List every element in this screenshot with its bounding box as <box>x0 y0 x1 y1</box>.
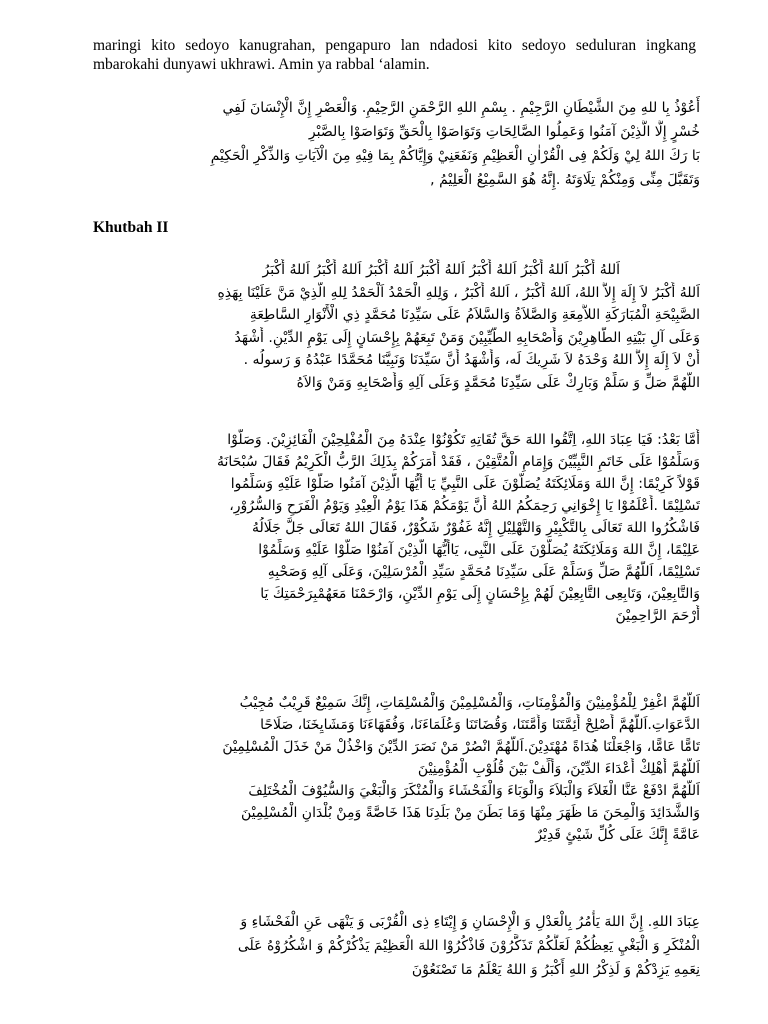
amma-bad-paragraph <box>88 429 700 627</box>
final-line: نِعَمِهِ يَزِدْكُمْ وَ لَذِكْرُ اللهِ أَكْبَرُ وَ اللهُ يَعْلَمُ مَا تَصْنَعُوْنَ <box>411 962 700 978</box>
intro-paragraph: maringi kito sedoyo kanugrahan, pengapuro lan ndadosi kito sedoyo seduluran ingkang mbarokahi dunyawi ukhrawi. Amin ya rabbal ‘alamin. <box>93 37 696 73</box>
doa-paragraph <box>88 692 700 846</box>
final-paragraph <box>88 910 700 982</box>
amma-bad-line: تَسْلِيْمًا، اَللَّهُمَّ صَلِّ وَسَلِّمْ عَلَى سَيِّدِنَا مُحَمَّدٍ سَيِّدِ الْمُرْسَلِيْنَ، وَعَلَى آلِهِ وَصَحْبِهِ <box>267 564 700 580</box>
doa-line: تَامًّا عَامًّا، وَاجْعَلْنَا هُدَاةً مُهْتَدِيْنَ.اَللَّهُمَّ انْصُرْ مَنْ نَصَرَ الدِّيْنَ وَاخْذُلْ مَنْ خَذَلَ الْمُسْلِمِيْنَ <box>222 739 700 755</box>
amma-bad-line: تَسْلِيْمًا .أَعْلَمُوْا يَا إِخْوَانِي رَحِمَكُمُ اللهُ أَنَّ يَوْمَكُمْ هَذَا يَوْمُ الْعِيْدِ وَيَوْمُ الْفَرَحِ وَالسُّرُوْرِ، <box>229 498 700 514</box>
khutbah-opening-paragraph <box>88 259 700 394</box>
opening-line: اَللهُ أَكْبَرُ لاَ إِلَهَ إِلاَّ اللهُ، اَللهُ أَكْبَرُ ، اَللهُ أَكْبَرُ ، وَلِلهِ الْحَمْدُ اَلْحَمْدُ لِلهِ الَّذِيْ مَنَّ عَلَيْنَا بِهَذِهِ <box>217 284 700 301</box>
amma-bad-line: وَسَلِّمُوْا عَلَى خَاتَمِ النَّبِيِّيْنَ وَإِمَامِ الْمُتَّقِيْنَ ، فَقَدْ أَمَرَكُمْ بِذَلِكَ الرَّبُّ الْكَرِيْمُ فَقَالَ سُبْحَانَهُ <box>216 454 700 470</box>
doa-line: عَامَّةً إِنَّكَ عَلَى كُلِّ شَيْئٍ قَدِيْرٌ <box>535 827 700 843</box>
doa-line: الدَّعَوَاتِ.اَللَّهُمَّ أَصْلِحْ أَئِمَّتَنَا وَأُمَّتَنَا، وَقُضَاتَنَا وَعُلَمَاءَنَا، وَفُقَهَاءَنَا وَمَشَايِخَنَا، صَلَاحًا <box>260 717 700 733</box>
amma-bad-line: أَرْحَمَ الرَّاحِمِيْنَ <box>615 608 700 624</box>
final-line: عِبَادَ اللهِ. إِنَّ اللهَ يَأْمُرُ بِالْعَدْلِ وَ الْإِحْسَانِ وَ إِيْتَاءِ ذِى الْقُرْبَى وَ يَنْهَى عَنِ الْفَحْشَاءِ وَ <box>240 914 700 930</box>
opening-line: أَنْ لاَ إِلَهَ إِلاَّ اللهُ وَحْدَهُ لاَ شَرِيكَ لَه، وَأَشْهَدُ أَنَّ سَيِّدَنَا وَنَبِيَّنَا مُحَمَّدًا عَبْدُهُ وَ رَسولُه . <box>243 352 700 368</box>
amma-bad-line: قَوْلاً كَرِيْمًا: إِنَّ اللهَ وَمَلَائِكَتَهُ يُصَلُّوْنَ عَلَى النَّبِيِّ يَا أَيُّهَا الَّذِيْنَ آمَنُوا صَلُّوْا عَلَيْهِ وَسَلِّمُوا <box>230 476 700 492</box>
section-heading: Khutbah II <box>93 219 169 236</box>
opening-line: وَعَلَى آلِ بَيْتِهِ الطَّاهِرِيْنَ وَأَصْحَابِهِ الطَّيِّبِيْنَ وَمَنْ تَبِعَهُمْ بِإِحْسَانٍ إِلَى يَوْمِ الدِّيْنِ. أَشْهَدُ <box>234 329 700 346</box>
doa-line: اَللَّهُمَّ ادْفَعْ عَنَّا الْغَلاَءَ وَالْبَلاَءَ وَالْوَبَاءَ وَالْفَحْشَاءَ وَالْمُنْكَرَ وَالْبَغْيَ وَالسُّيُوْفَ الْمُخْتَلِفَ <box>248 783 700 799</box>
closing-prayer-line: وَتَقَبَّلَ مِنِّى وَمِنْكُمْ تِلَاوَتَهُ .إِنَّهُ هُوَ السَّمِيْعُ الْعَلِيْمُ , <box>430 172 700 188</box>
doa-line: وَالشَّدَائِدَ وَالْمِحَنَ مَا ظَهَرَ مِنْهَا وَمَا بَطَنَ مِنْ بَلَدِنَا هَذَا خَاصَّةً وَمِنْ بُلْدَانِ الْمُسْلِمِيْنَ <box>241 805 700 821</box>
amma-bad-line: فَاشْكُرُوا اللهَ تَعَالَى بِالتَّكْبِيْرِ وَالتَّهْلِيْلِ إِنَّهُ غَفُوْرٌ شَكُوْرٌ، فَقَالَ اللهُ تَعَالَى جَلَّ جَلَالُهُ <box>251 520 700 536</box>
amma-bad-line: وَالتَّابِعِيْنَ، وَتَابِعِى التَّابِعِيْنَ لَهُمْ بِإِحْسَانٍ إِلَى يَوْمِ الدِّيْنِ، وَارْحَمْنَا مَعَهُمْبِرَحْمَتِكَ يَا <box>260 586 700 602</box>
closing-prayer-line: خُسْرٍ إِلَّا الَّذِيْنَ آمَنُوا وَعَمِلُوا الصَّالِحَاتِ وَتَوَاصَوْا بِالْحَقِّ وَتَوَاصَوْا بِالصَّبْرِ <box>308 124 700 140</box>
opening-line: الصَّبِيْحَةِ الْمُبَارَكَةِ اللاَّمِعَةِ وَالصَّلاَةُ وَالسَّلاَمُ عَلَى سَيِّدِنَا مُحَمَّدٍ ذِي الْأَنْوَارِ السَّاطِعَةِ <box>249 307 700 323</box>
amma-bad-line: أَمَّا بَعْدُ: فَيَا عِبَادَ اللهِ، اِتَّقُوا اللهَ حَقَّ تُقَاتِهِ تَكُوْنُوْا عِنْدَهُ مِنَ الْمُفْلِحِيْنَ الْفَائِزِيْنَ. وَصَلُّوْا <box>227 432 700 448</box>
final-line: الْمُنْكَرِ وَ الْبَغْيِ يَعِظُكُمْ لَعَلَّكُمْ تَذَكَّرُوْنَ فَاذْكُرُوْا اللهَ الْعَظِيْمَ يَذْكُرْكُمْ وَ اشْكُرُوْهُ عَلَى <box>237 938 700 954</box>
closing-prayer-line: بَا رَكَ اللهُ لِيْ وَلَكُمْ فِى الْقُرْاٰنِ الْعَظِيْمِ وَنَفَعَنِيْ وَإِيَّاكُمْ بِمَا فِيْهِ مِنَ الْآيَاتِ وَالذِّكْرِ الْحَكِيْمِ <box>210 148 700 164</box>
closing-prayer-paragraph <box>88 96 700 192</box>
doa-line: اَللَّهُمَّ اغْفِرْ لِلْمُؤْمِنِيْنَ وَالْمُؤْمِنَاتِ، وَالْمُسْلِمِيْنَ وَالْمُسْلِمَاتِ، إِنَّكَ سَمِيْعٌ قَرِيْبٌ مُجِيْبُ <box>239 695 700 711</box>
doa-line: اَللَّهُمَّ أَهْلِكْ أَعْدَاءَ الدِّيْنَ، وَأَلِّفْ بَيْنَ قُلُوْبِ الْمُؤْمِنِيْنَ <box>417 761 700 777</box>
amma-bad-line: عَلِيْمًا، إِنَّ اللهَ وَمَلَائِكَتَهُ يُصَلُّوْنَ عَلَى النَّبِى، يَاأَيُّهَا الَّذِيْنَ آمَنُوْا صَلُّوْا عَلَيْهِ وَسَلِّمُوْا <box>258 542 700 558</box>
takbir-line: اَللهُ أَكْبَرُ اَللهُ أَكْبَرُ اَللهُ أَكْبَرُ اَللهُ أَكْبَرُ اَللهُ أَكْبَرُ اَللهُ أَكْبَرُ اَللهُ أَكْبَرُ <box>262 262 620 278</box>
closing-prayer-line: أَعُوْذُ بِا للهِ مِنَ الشَّيْطَانِ الرَّجِيْمِ . بِسْمِ اللهِ الرَّحْمَنِ الرَّحِيْمِ. وَالْعَصْرِ إِنَّ الْإِنْسَانَ لَفِي <box>222 100 700 116</box>
opening-line: اللَّهُمَّ صَلِّ وَ سَلِّمْ وَبَارِكْ عَلَى سَيِّدِنَا مُحَمَّدٍ وَعَلَى آلِهِ وَأَصْحَابِهِ وَمَنْ وَالاَهُ <box>296 374 700 391</box>
